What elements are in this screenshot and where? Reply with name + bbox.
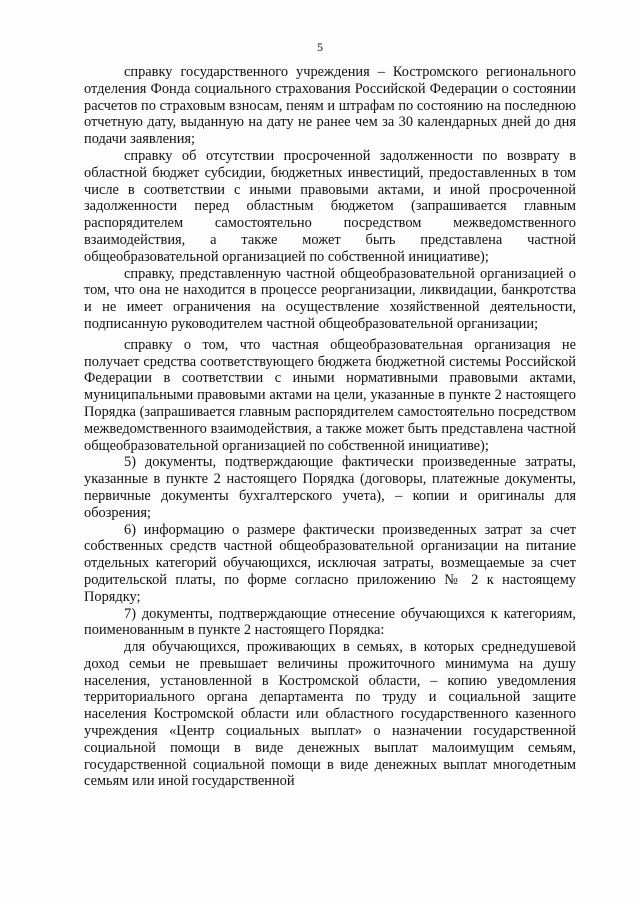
paragraph-no-reorganization-certificate: справку, представленную частной общеобразовательной организацией о том, что она не находится в процессе реорганизации, ликвидации, банкротства и не имеет ограничения на осуществление хозяйственной деятельности, подписанную руководителем частной общеобразовательной организации; <box>84 265 576 332</box>
paragraph-item-5-expense-documents: 5) документы, подтверждающие фактически произведенные затраты, указанные в пункте 2 настоящего Порядка (договоры, платежные документы, первичные документы бухгалтерского учета), – копии и оригиналы для обозрения; <box>84 454 576 521</box>
paragraph-no-debt-certificate: справку об отсутствии просроченной задолженности по возврату в областной бюджет субсидии, бюджетных инвестиций, предоставленных в том числе в соответствии с иными правовыми актами, и иной просроченной задолженности перед областным бюджетом (запрашивается главным распорядителем самостоятельно посредством межведомственного взаимодействия, а также может быть представлена частной общеобразовательной организацией по собственной инициативе); <box>84 147 576 265</box>
paragraph-fss-certificate: справку государственного учреждения – Костромского регионального отделения Фонда социального страхования Российской Федерации о состоянии расчетов по страховым взносам, пеням и штрафам по состоянию на последнюю отчетную дату, выданную на дату не ранее чем за 30 календарных дней до дня подачи заявления; <box>84 64 576 148</box>
paragraph-item-7-category-documents: 7) документы, подтверждающие отнесение обучающихся к категориям, поименованным в пункте 2 настоящего Порядка: <box>84 605 576 639</box>
paragraph-no-budget-funds-certificate: справку о том, что частная общеобразовательная организация не получает средства соответствующего бюджета бюджетной системы Российской Федерации в соответствии с иными нормативными правовыми актами, муниципальными правовыми актами на цели, указанные в пункте 2 настоящего Порядка (запрашивается главным распорядителем самостоятельно посредством межведомственного взаимодействия, а также может быть представлена частной общеобразовательной организацией по собственной инициативе); <box>84 336 576 454</box>
paragraph-item-6-expense-information: 6) информацию о размере фактически произведенных затрат за счет собственных средств частной общеобразовательной организации на питание отдельных категорий обучающихся, исключая затраты, возмещаемые за счет родительской платы, по форме согласно приложению № 2 к настоящему Порядку; <box>84 521 576 605</box>
page-number: 5 <box>317 40 323 54</box>
paragraph-low-income-families: для обучающихся, проживающих в семьях, в которых среднедушевой доход семьи не превышает величины прожиточного минимума на душу населения, установленной в Костромской области, – копию уведомления территориального органа департамента по труду и социальной защите населения Костромской области или областного государственного казенного учреждения «Центр социальных выплат» о назначении государственной социальной помощи в виде денежных выплат малоимущим семьям, государственной социальной помощи в виде денежных выплат многодетным семьям или иной государственной <box>84 639 576 790</box>
document-body <box>84 64 576 790</box>
